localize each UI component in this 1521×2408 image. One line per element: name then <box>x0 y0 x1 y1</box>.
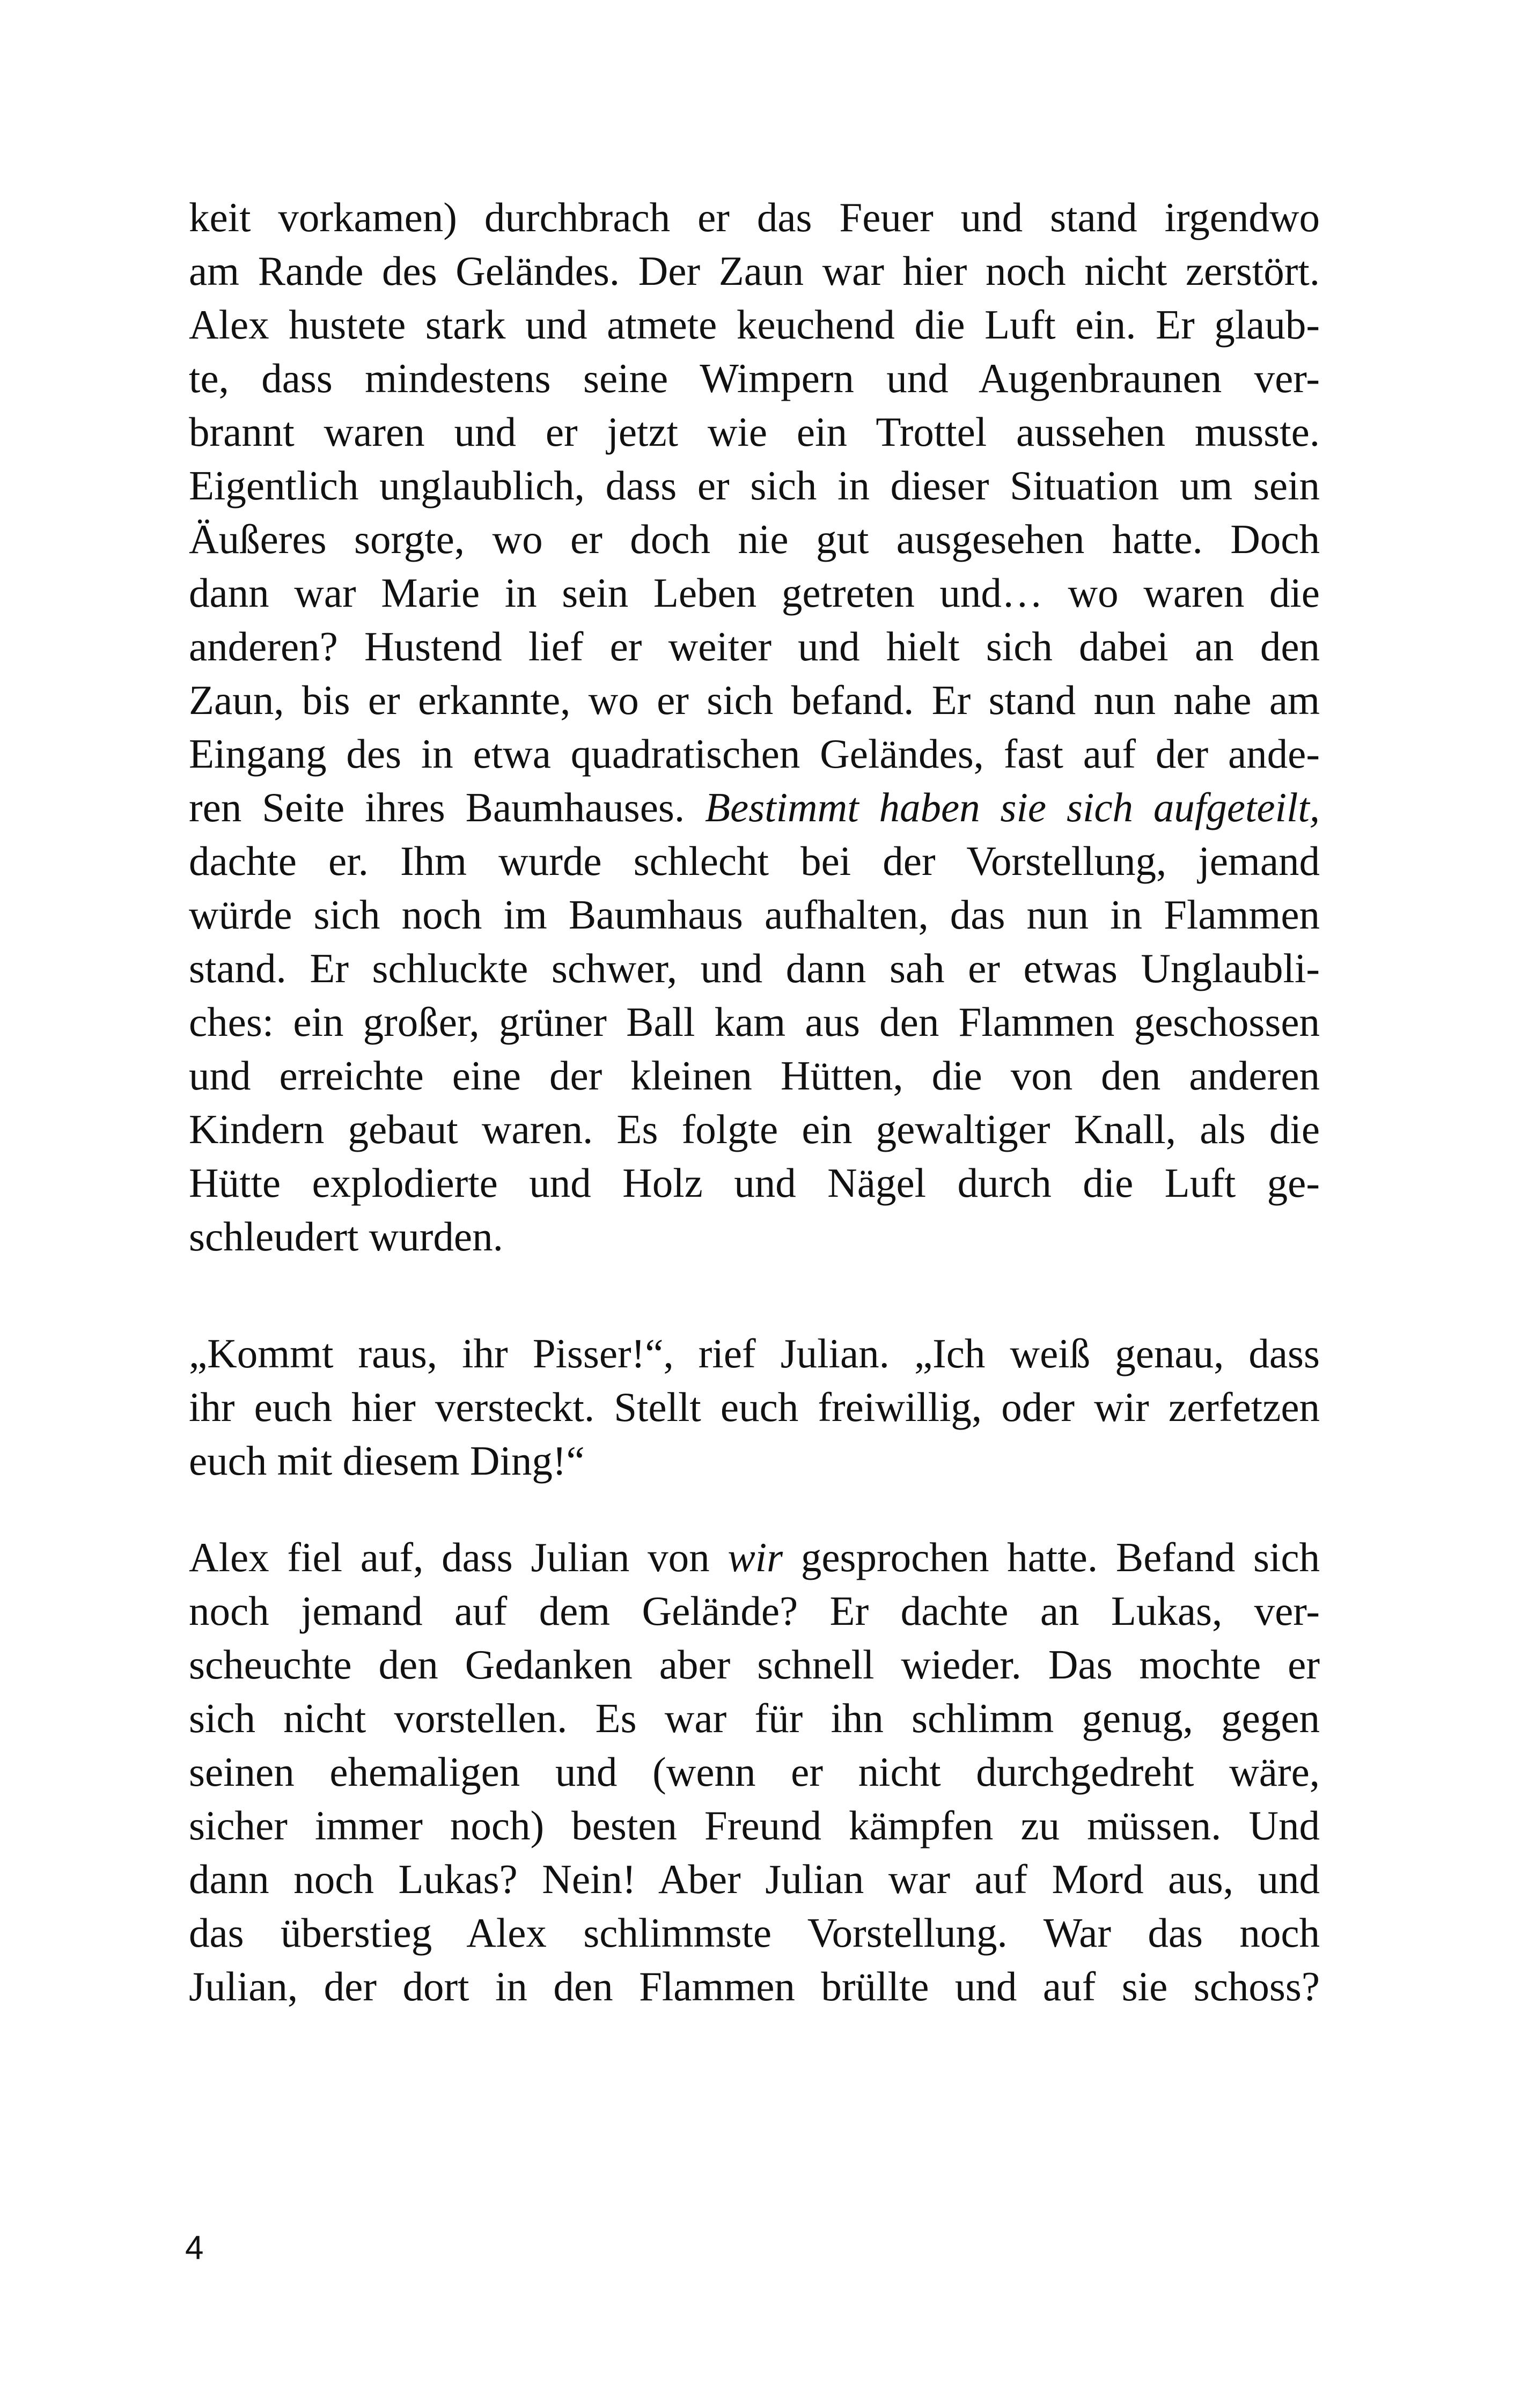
text-line: Hütte explodierte und Holz und Nägel durch die Luft ge- <box>189 1160 1320 1206</box>
italic-text: wir <box>728 1534 783 1580</box>
text-line: stand. Er schluckte schwer, und dann sah er etwas Unglaubli- <box>189 945 1320 991</box>
text-line: brannt waren und er jetzt wie ein Trottel aussehen musste. <box>189 409 1320 455</box>
text-line: euch mit diesem Ding!“ <box>189 1438 585 1484</box>
text-line: Äußeres sorgte, wo er doch nie gut ausgesehen hatte. Doch <box>189 516 1320 562</box>
text-line: ches: ein großer, grüner Ball kam aus den Flammen geschossen <box>189 999 1320 1045</box>
text-run: ren Seite ihres Baumhauses. <box>189 784 706 830</box>
text-line <box>189 1530 1320 1584</box>
paragraph <box>189 1530 1320 2013</box>
text-line: und erreichte eine der kleinen Hütten, die von den anderen <box>189 1052 1320 1099</box>
text-line: anderen? Hustend lief er weiter und hielt sich dabei an den <box>189 623 1320 669</box>
paragraph <box>189 1327 1320 1487</box>
text-line: schleudert wurden. <box>189 1213 503 1260</box>
text-line: noch jemand auf dem Gelände? Er dachte an Lukas, ver- <box>189 1588 1320 1634</box>
text-line: Julian, der dort in den Flammen brüllte und auf sie schoss? <box>189 1963 1320 2009</box>
text-line: das überstieg Alex schlimmste Vorstellung. War das noch <box>189 1910 1320 1956</box>
text-line: Kindern gebaut waren. Es folgte ein gewaltiger Knall, als die <box>189 1106 1320 1152</box>
text-line: ihr euch hier versteckt. Stellt euch freiwillig, oder wir zerfetzen <box>189 1384 1320 1430</box>
text-line: Alex hustete stark und atmete keuchend die Luft ein. Er glaub- <box>189 301 1320 348</box>
text-line: dann war Marie in sein Leben getreten und… wo waren die <box>189 570 1320 616</box>
text-line: würde sich noch im Baumhaus aufhalten, das nun in Flammen <box>189 892 1320 938</box>
text-line: sich nicht vorstellen. Es war für ihn schlimm genug, gegen <box>189 1695 1320 1741</box>
text-line: Zaun, bis er erkannte, wo er sich befand. Er stand nun nahe am <box>189 677 1320 723</box>
paragraph <box>189 190 1320 1263</box>
text-line: dann noch Lukas? Nein! Aber Julian war auf Mord aus, und <box>189 1856 1320 1902</box>
text-line: Eingang des in etwa quadratischen Geländes, fast auf der ande- <box>189 731 1320 777</box>
text-line: „Kommt raus, ihr Pisser!“, rief Julian. „Ich weiß genau, dass <box>189 1330 1320 1376</box>
page-number: 4 <box>185 2229 204 2266</box>
text-line: te, dass mindestens seine Wimpern und Augenbraunen ver- <box>189 355 1320 401</box>
text-run: gesprochen hatte. Befand sich <box>783 1534 1320 1580</box>
text-line <box>189 780 1320 834</box>
text-line: sicher immer noch) besten Freund kämpfen zu müssen. Und <box>189 1802 1320 1849</box>
text-line: Eigentlich unglaublich, dass er sich in dieser Situation um sein <box>189 462 1320 509</box>
text-line: am Rande des Geländes. Der Zaun war hier noch nicht zerstört. <box>189 248 1320 294</box>
text-line: dachte er. Ihm wurde schlecht bei der Vorstellung, jemand <box>189 838 1320 884</box>
italic-text: Bestimmt haben sie sich aufgeteilt, <box>705 784 1320 830</box>
text-run: Alex fiel auf, dass Julian von <box>189 1534 728 1580</box>
text-line: seinen ehemaligen und (wenn er nicht durchgedreht wäre, <box>189 1749 1320 1795</box>
text-line: scheuchte den Gedanken aber schnell wieder. Das mochte er <box>189 1641 1320 1688</box>
text-line: keit vorkamen) durchbrach er das Feuer und stand irgendwo <box>189 194 1320 240</box>
